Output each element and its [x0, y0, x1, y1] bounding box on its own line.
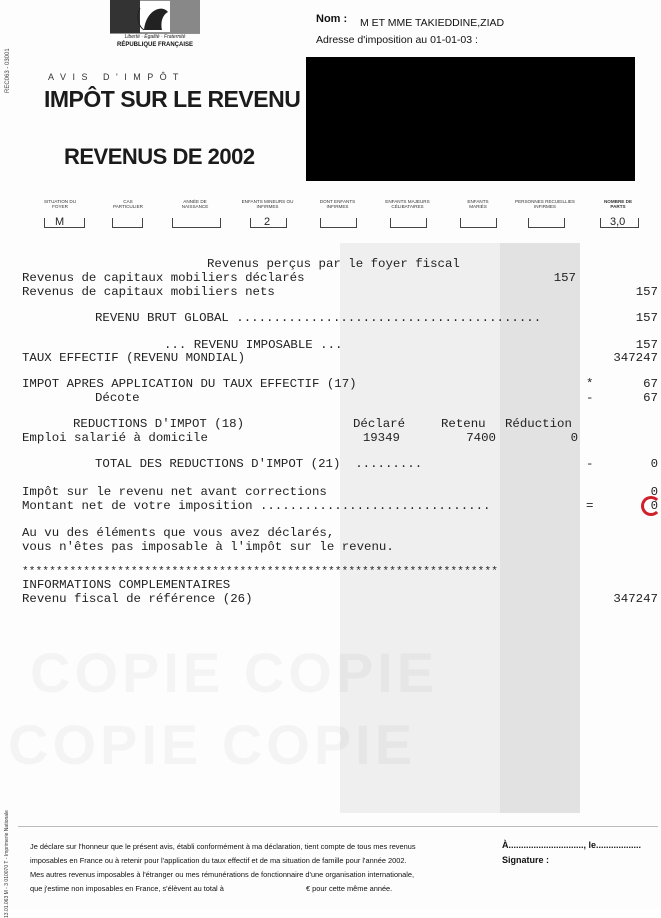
tick [320, 218, 321, 228]
label-recueillies: PERSONNES RECUEILLIES INFIRMES [515, 199, 575, 209]
total-reductions-label: TOTAL DES REDUCTIONS D'IMPOT (21) ......... [95, 457, 423, 471]
total-reductions-value: 0 [650, 457, 658, 471]
tick [496, 218, 497, 228]
col-retenu: Retenu [441, 417, 486, 431]
marianne-logo [110, 0, 200, 54]
page-title: IMPÔT SUR LE REVENU [44, 86, 301, 112]
emploi-declare: 19349 [362, 431, 400, 445]
ri-label: ... REVENU IMPOSABLE ... [164, 338, 343, 352]
red-circle-mark [641, 496, 661, 516]
label-situation: SITUATION DU FOYER [43, 199, 77, 209]
tick [44, 218, 45, 228]
tick [600, 218, 601, 228]
label-infirmes: DONT ENFANTS INFIRMES [319, 199, 356, 209]
box-infirmes [320, 218, 356, 228]
tick [426, 218, 427, 228]
tick [460, 218, 461, 228]
avis-label: A V I S D ' I M P Ô T [48, 72, 181, 82]
conclusion-line-2: vous n'êtes pas imposable à l'impôt sur le revenu. [22, 540, 394, 554]
situation-value: M [55, 216, 65, 228]
montant-net-sign: = [586, 499, 594, 513]
rfr-label: Revenu fiscal de référence (26) [22, 592, 253, 606]
box-maries [460, 218, 496, 228]
rfr-value: 347247 [613, 592, 658, 606]
logo-republic: RÉPUBLIQUE FRANÇAISE [116, 42, 193, 48]
box-majeurs [390, 218, 426, 228]
conclusion-line-1: Au vu des éléments que vous avez déclarés, [22, 526, 335, 540]
rcm-declares-label: Revenus de capitaux mobiliers déclarés [22, 271, 305, 285]
declaration-line-4b: € pour cette même année. [305, 884, 393, 893]
decote-sign: - [586, 391, 594, 405]
label-parts: NOMBRE DE PARTS [603, 199, 633, 209]
ri-value: 157 [635, 338, 658, 352]
box-cas [112, 218, 142, 228]
nom-label: Nom : [316, 13, 348, 25]
tick [528, 218, 529, 228]
label-enfants-mineurs: ENFANTS MINEURS OU INFIRMES [241, 199, 294, 209]
signature-label: Signature : [502, 855, 550, 865]
enfants-value: 2 [264, 216, 271, 228]
declaration-line-3: Mes autres revenus imposables à l'étranger ou mes rémunérations de fonctionnaire d'une organisation internationale, [30, 870, 415, 879]
decote-value: 67 [643, 391, 658, 405]
tick [564, 218, 565, 228]
copie-watermark [8, 712, 416, 777]
rbg-value: 157 [635, 311, 658, 325]
tick [172, 218, 173, 228]
tick [638, 218, 639, 228]
redaction-block [306, 57, 635, 181]
tick [250, 218, 251, 228]
tick [286, 218, 287, 228]
label-annee: ANNÉE DE NAISSANCE [181, 199, 209, 209]
tick [84, 218, 85, 228]
box-annee [172, 218, 220, 228]
tick [390, 218, 391, 228]
col-declare: Déclaré [353, 417, 406, 431]
revenus-percus-heading: Revenus perçus par le foyer fiscal [207, 257, 460, 271]
total-reductions-sign: - [586, 457, 594, 471]
tick [142, 218, 143, 228]
rbg-label: REVENU BRUT GLOBAL ......................................... [95, 311, 542, 325]
declaration-line-4: que j'estime non imposables en France, s'élèvent au total à [30, 884, 224, 893]
taux-value: 347247 [613, 351, 658, 365]
stars-divider: ********************************************************************** [22, 566, 499, 578]
box-recueillies [528, 218, 564, 228]
rcm-nets-label: Revenus de capitaux mobiliers nets [22, 285, 275, 299]
emploi-label: Emploi salarié à domicile [22, 431, 208, 445]
revenus-year: REVENUS DE 2002 [64, 144, 255, 169]
declaration-line-1: Je déclare sur l'honneur que le présent avis, établi conformément à ma déclaration, tient compte de tous mes revenus [30, 842, 416, 851]
reductions-heading: REDUCTIONS D'IMPOT (18) [73, 417, 245, 431]
impot-te-sign: * [586, 377, 594, 391]
adresse-label: Adresse d'imposition au 01-01-03 : [316, 34, 478, 46]
declaration-line-2: imposables en France ou à retenir pour l'application du taux effectif et de ma situation de famille pour l'année 2002. [30, 856, 407, 865]
parts-value: 3,0 [610, 216, 626, 228]
impot-te-label: IMPOT APRES APPLICATION DU TAUX EFFECTIF (17) [22, 377, 357, 391]
printer-code: 13.01.063 M - 3 010070 T - Imprimerie Nationale [4, 810, 10, 918]
nom-value: M ET MME TAKIEDDINE,ZIAD [360, 17, 505, 29]
impot-te-value: 67 [643, 377, 658, 391]
tick [112, 218, 113, 228]
col-reduction: Réduction [505, 417, 572, 431]
tick [220, 218, 221, 228]
rcm-declares-value: 157 [553, 271, 576, 285]
logo-motto: Liberté · Égalité · Fraternité [124, 34, 186, 40]
decote-label: Décote [95, 391, 140, 405]
place-date-field: À.............................., le.................. [502, 840, 642, 850]
copie-watermark [30, 640, 438, 705]
rcm-nets-value: 157 [635, 285, 658, 299]
footer-separator [18, 826, 658, 827]
footer-declaration [30, 840, 500, 896]
shaded-column [500, 243, 580, 813]
impot-net-value: 0 [650, 485, 658, 499]
tick [356, 218, 357, 228]
label-maries: ENFANTS MARIÉS [467, 199, 489, 209]
form-code: REC063 - 03001 [5, 48, 11, 93]
impot-net-label: Impôt sur le revenu net avant corrections [22, 485, 327, 499]
label-cas: CAS PARTICULIER [113, 199, 143, 209]
montant-net-label: Montant net de votre imposition ............................... [22, 499, 491, 513]
label-majeurs: ENFANTS MAJEURS CÉLIBATAIRES [385, 199, 430, 209]
emploi-retenu: 7400 [466, 431, 496, 445]
emploi-reduction: 0 [570, 431, 578, 445]
info-title: INFORMATIONS COMPLEMENTAIRES [22, 578, 231, 592]
taux-label: TAUX EFFECTIF (REVENU MONDIAL) [22, 351, 246, 365]
montant-net-value: 0 [650, 499, 658, 513]
